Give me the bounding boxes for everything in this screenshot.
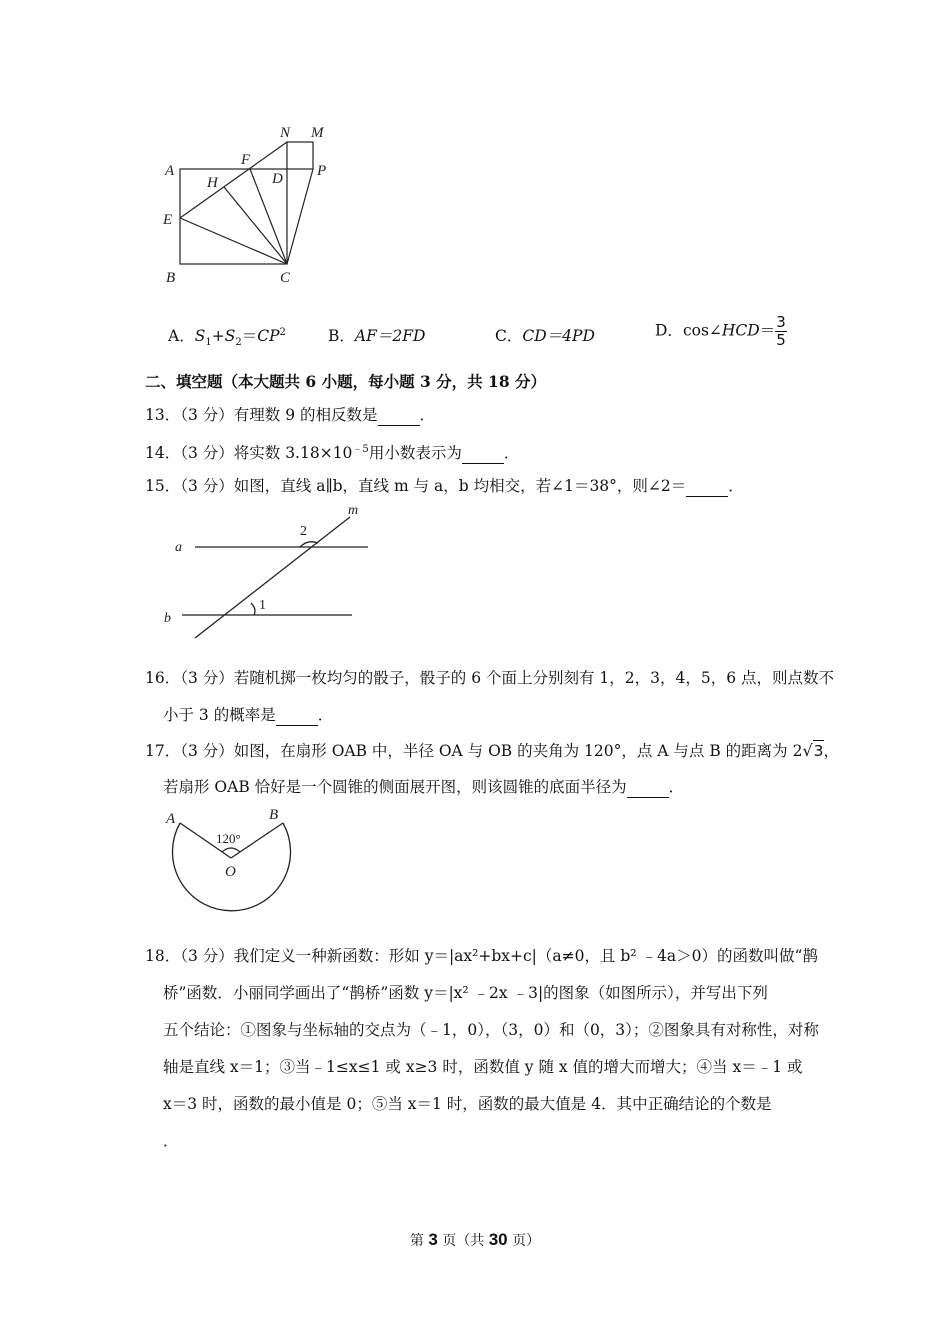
question-17-line2: 若扇形 OAB 恰好是一个圆锥的侧面展开图，则该圆锥的底面半径为 ．	[163, 778, 685, 796]
question-18-line1: 18．（3 分）我们定义一种新函数：形如 y＝|ax²+bx+c|（a≠0，且 b² ﹣4a＞0）的函数叫做“鹊	[145, 947, 818, 965]
label-b: B	[166, 270, 176, 286]
label-e: E	[163, 212, 173, 228]
square-abcd	[180, 169, 287, 264]
label-b-sector: B	[269, 807, 279, 823]
section-title: 二、填空题（本大题共 6 小题，每小题 3 分，共 18 分）	[145, 372, 547, 391]
label-a: A	[165, 163, 175, 179]
option-d[interactable]: D．cos∠HCD＝ $\frac{3}{5}$	[655, 313, 786, 349]
label-a-sector: A	[166, 811, 176, 827]
label-m: M	[311, 125, 324, 141]
square-dnmp	[287, 142, 313, 169]
label-n: N	[280, 125, 291, 141]
page-footer: 第 3 页（共 30 页）	[409, 1230, 541, 1249]
question-18-line2: 桥”函数．小丽同学画出了“鹊桥”函数 y＝|x² ﹣2x ﹣3|的图象（如图所示），并写出下列	[163, 984, 768, 1002]
question-18-line4: 轴是直线 x＝1；③当﹣1≤x≤1 或 x≥3 时，函数值 y 随 x 值的增大而增大；④当 x＝﹣1 或	[163, 1058, 803, 1076]
question-18-line3: 五个结论：①图象与坐标轴的交点为（﹣1，0），（3，0）和（0，3）；②图象具有对称性，对称	[163, 1021, 819, 1039]
label-angle-120: 120°	[216, 831, 241, 846]
question-15: 15．（3 分）如图，直线 a∥b，直线 m 与 a，b 均相交，若∠1＝38°，则∠2＝ ．	[145, 477, 744, 495]
answer-blank-15[interactable]	[686, 476, 728, 497]
label-h: H	[207, 175, 218, 191]
question-16-line2: 小于 3 的概率是 ．	[163, 706, 334, 724]
question-18-line6: ．	[163, 1132, 179, 1150]
fraction: $\frac{3}{5}$	[776, 313, 786, 349]
option-b[interactable]: B．AF＝2FD	[328, 327, 426, 345]
question-16-line1: 16．（3 分）若随机掷一枚均匀的骰子，骰子的 6 个面上分别刻有 1，2，3，4，5，6 点，则点数不	[145, 669, 835, 687]
label-b-line: b	[164, 611, 171, 626]
answer-blank-17[interactable]	[627, 777, 669, 798]
question-13: 13．（3 分）有理数 9 的相反数是 ．	[145, 406, 436, 424]
question-18-line5: x＝3 时，函数的最小值是 0；⑤当 x＝1 时，函数的最大值是 4．其中正确结论的个数是	[163, 1095, 772, 1113]
figure-q15	[160, 500, 380, 645]
label-p: P	[317, 163, 327, 179]
label-c: C	[280, 270, 291, 286]
figure-q12	[155, 118, 345, 288]
label-angle-2: 2	[300, 524, 307, 539]
question-14: 14．（3 分）将实数 $3.18\times 10^{﹣5}$用小数表示为 ．	[145, 444, 520, 463]
question-17-line1: 17．（3 分）如图，在扇形 OAB 中，半径 OA 与 OB 的夹角为 120°，点 A 与点 B 的距离为 2√3，	[145, 741, 840, 760]
answer-blank-16[interactable]	[276, 705, 318, 726]
label-m-line: m	[348, 503, 359, 518]
figure-q17	[160, 800, 300, 925]
label-a-line: a	[175, 540, 182, 555]
option-c[interactable]: C．CD＝4PD	[495, 327, 595, 345]
option-a[interactable]: A．$S_1+S_2=CP^2$	[168, 326, 286, 349]
label-o-sector: O	[225, 864, 236, 880]
answer-blank-13[interactable]	[378, 405, 420, 426]
label-d: D	[272, 171, 283, 187]
label-angle-1: 1	[259, 598, 266, 613]
label-f: F	[241, 152, 251, 168]
answer-blank-14[interactable]	[462, 443, 504, 464]
